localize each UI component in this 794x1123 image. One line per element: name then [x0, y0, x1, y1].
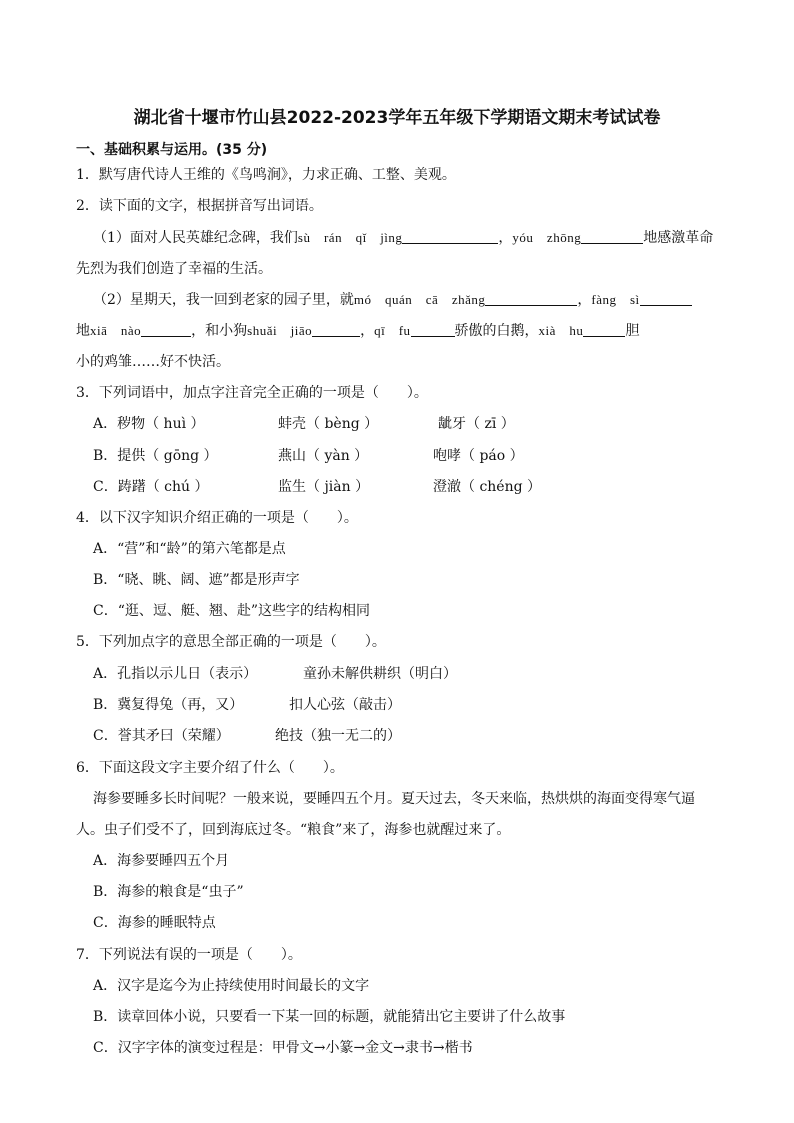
option-word: 澄澈（ chéng ）: [433, 479, 542, 495]
question-3-option-b[interactable]: [93, 446, 524, 466]
question-6-option-c[interactable]: C．海参的睡眠特点: [93, 915, 216, 931]
answer-blank[interactable]: [141, 322, 191, 337]
question-2-line-2: 先烈为我们创造了幸福的生活。: [76, 261, 272, 277]
pinyin: sù rán qǐ jìng: [297, 230, 403, 245]
question-3-option-c[interactable]: [93, 477, 541, 497]
question-4-stem: 4．以下汉字知识介绍正确的一项是（ ）。: [76, 510, 358, 526]
question-2-line-4: [76, 321, 639, 341]
option-part: 扣人心弦（敲击）: [289, 697, 401, 713]
answer-blank[interactable]: [583, 322, 625, 337]
page-title: 湖北省十堰市竹山县2022-2023学年五年级下学期语文期末考试试卷: [133, 108, 661, 128]
text: 骄傲的白鹅，: [454, 323, 539, 339]
question-6-passage-2: 人。虫子们受不了，回到海底过冬。“粮食”来了，海参也就醒过来了。: [76, 822, 511, 838]
text: ，: [498, 230, 513, 246]
question-3-stem: 3．下列词语中，加点字注音完全正确的一项是（ ）。: [76, 385, 428, 401]
question-4-option-a[interactable]: A．“营”和“龄”的第六笔都是点: [93, 541, 286, 557]
question-2-line-1: [93, 228, 713, 248]
option-word: 龇牙（ zī ）: [438, 416, 515, 432]
text: 地: [76, 323, 90, 339]
answer-blank[interactable]: [485, 291, 577, 306]
question-7-option-c[interactable]: C．汉字字体的演变过程是：甲骨文→小篆→金文→隶书→楷书: [93, 1040, 473, 1056]
text: 地感激革命: [643, 230, 714, 246]
text: ，: [360, 323, 375, 339]
question-7-option-b[interactable]: B．读章回体小说，只要看一下某一回的标题，就能猜出它主要讲了什么故事: [93, 1009, 566, 1025]
question-6-stem: 6．下面这段文字主要介绍了什么（ ）。: [76, 760, 344, 776]
option-part: 童孙未解供耕织（明白）: [303, 666, 457, 682]
question-5-option-c[interactable]: [93, 726, 401, 746]
option-word: A．秽物（ huì ）: [93, 416, 205, 432]
pinyin: yóu zhōng: [512, 230, 582, 245]
answer-blank[interactable]: [411, 322, 455, 337]
question-4-option-c[interactable]: C．“逛、逗、艇、翘、赴”这些字的结构相同: [93, 603, 371, 619]
section-heading: 一、基础积累与运用。(35 分): [76, 142, 268, 158]
question-5-option-a[interactable]: [93, 664, 457, 684]
question-6-passage-1: 海参要睡多长时间呢？一般来说，要睡四五个月。夏天过去，冬天来临，热烘烘的海面变得寒气逼: [93, 791, 695, 807]
text: ，和小狗: [191, 323, 248, 339]
question-6-option-b[interactable]: B．海参的粮食是“虫子”: [93, 884, 244, 900]
answer-blank[interactable]: [581, 229, 643, 244]
option-word: 蚌壳（ bèng ）: [278, 416, 379, 432]
option-part: B．冀复得兔（再，又）: [93, 697, 244, 713]
question-2-line-5: 小的鸡雏……好不快活。: [76, 354, 230, 370]
option-word: C．踌躇（ chú ）: [93, 479, 209, 495]
text: （1）面对人民英雄纪念碑，我们: [93, 230, 298, 246]
question-2-line-3: [93, 290, 692, 310]
pinyin: qī fu: [374, 323, 411, 338]
question-3-option-a[interactable]: [93, 414, 515, 434]
option-word: 监生（ jiàn ）: [278, 479, 370, 495]
question-4-option-b[interactable]: B．“晓、眺、阔、遮”都是形声字: [93, 572, 300, 588]
answer-blank[interactable]: [402, 229, 498, 244]
question-2-stem: 2．读下面的文字，根据拼音写出词语。: [76, 198, 323, 214]
pinyin: shuǎi jiāo: [247, 323, 313, 338]
question-1: 1．默写唐代诗人王维的《鸟鸣涧》，力求正确、工整、美观。: [76, 167, 456, 183]
pinyin: mó quán cā zhǎng: [353, 292, 486, 307]
pinyin: xiā nào: [90, 323, 142, 338]
answer-blank[interactable]: [640, 291, 692, 306]
question-5-stem: 5．下列加点字的意思全部正确的一项是（ ）。: [76, 634, 386, 650]
question-7-stem: 7．下列说法有误的一项是（ ）。: [76, 947, 302, 963]
option-part: C．誉其矛曰（荣耀）: [93, 728, 230, 744]
option-word: B．提供（ gōng ）: [93, 448, 218, 464]
text: （2）星期天，我一回到老家的园子里，就: [93, 292, 354, 308]
pinyin: fàng sì: [591, 292, 640, 307]
option-word: 燕山（ yàn ）: [278, 448, 369, 464]
question-7-option-a[interactable]: A．汉字是迄今为止持续使用时间最长的文字: [93, 978, 370, 994]
question-6-option-a[interactable]: A．海参要睡四五个月: [93, 853, 230, 869]
option-word: 咆哮（ páo ）: [433, 448, 524, 464]
question-5-option-b[interactable]: [93, 695, 401, 715]
option-part: A．孔指以示儿日（表示）: [93, 666, 258, 682]
answer-blank[interactable]: [312, 322, 360, 337]
text: ，: [577, 292, 592, 308]
text: 胆: [625, 323, 640, 339]
option-part: 绝技（独一无二的）: [275, 728, 401, 744]
pinyin: xià hu: [538, 323, 584, 338]
